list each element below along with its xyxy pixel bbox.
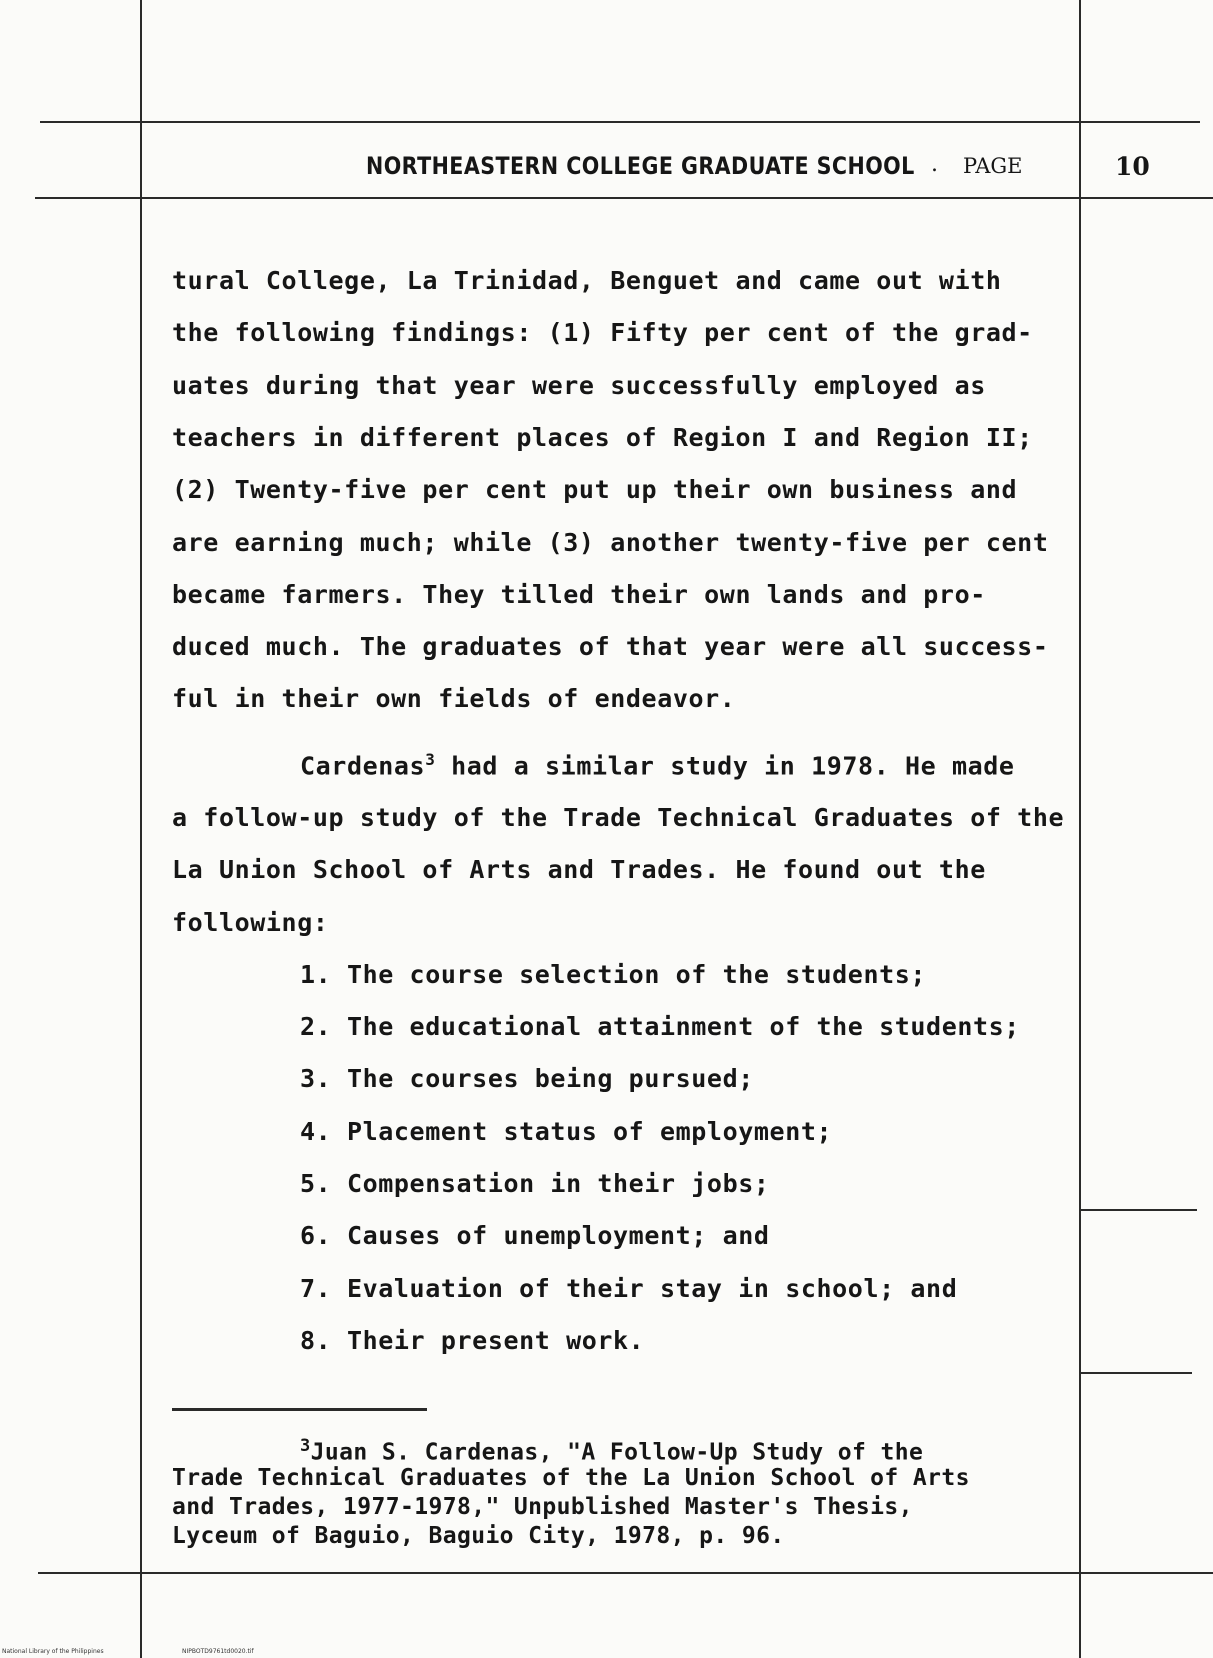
paragraph2-line: La Union School of Arts and Trades. He found out the (172, 855, 986, 884)
cited-author: Cardenas (300, 751, 426, 781)
paragraph1-line: teachers in different places of Region I and Region II; (172, 423, 1033, 452)
footnote-reference: 3 (425, 750, 436, 769)
paragraph1-line: tural College, La Trinidad, Benguet and came out with (172, 266, 1002, 295)
paragraph1-line: the following findings: (1) Fifty per cent of the grad- (172, 318, 1033, 347)
paragraph1-line: uates during that year were successfully employed as (172, 371, 986, 400)
list-item: 5. Compensation in their jobs; (300, 1169, 770, 1198)
page-number: 10 (1115, 152, 1150, 181)
footnote-line: Lyceum of Baguio, Baguio City, 1978, p. 96. (172, 1523, 785, 1549)
list-item: 7. Evaluation of their stay in school; and (300, 1274, 958, 1303)
bottom-rule (38, 1572, 1213, 1574)
list-item: 8. Their present work. (300, 1326, 645, 1355)
paragraph2-first-line (300, 750, 1015, 780)
list-item: 3. The courses being pursued; (300, 1064, 754, 1093)
footnote-separator (172, 1408, 427, 1411)
header-dot: . (931, 152, 938, 177)
paragraph1-line: became farmers. They tilled their own lands and pro- (172, 580, 986, 609)
footnote-first-line (300, 1436, 923, 1466)
school-name-header: NORTHEASTERN COLLEGE GRADUATE SCHOOL (366, 152, 915, 180)
header-top-rule (40, 121, 1200, 123)
footnote-number: 3 (300, 1436, 311, 1456)
right-margin-tick-2 (1079, 1372, 1192, 1374)
right-margin-rule (1079, 0, 1081, 1658)
list-item: 4. Placement status of employment; (300, 1117, 833, 1146)
paragraph2-line: following: (172, 908, 329, 937)
library-credit: National Library of the Philippines (2, 1648, 104, 1655)
page-label: PAGE (963, 154, 1023, 178)
paragraph1-line: are earning much; while (3) another twenty-five per cent (172, 528, 1049, 557)
right-margin-tick-1 (1079, 1209, 1197, 1211)
paragraph1-line: (2) Twenty-five per cent put up their own business and (172, 475, 1018, 504)
footnote-line: Trade Technical Graduates of the La Union School of Arts (172, 1465, 970, 1491)
list-item: 6. Causes of unemployment; and (300, 1221, 770, 1250)
left-margin-rule (140, 0, 142, 1658)
paragraph1-line: duced much. The graduates of that year were all success- (172, 632, 1049, 661)
paragraph2-line: a follow-up study of the Trade Technical Graduates of the (172, 803, 1065, 832)
file-id: NIPBOTD9761td0020.tif (182, 1648, 254, 1655)
list-item: 2. The educational attainment of the students; (300, 1012, 1020, 1041)
list-item: 1. The course selection of the students; (300, 960, 927, 989)
footnote-line: and Trades, 1977-1978," Unpublished Master's Thesis, (172, 1494, 913, 1520)
header-bottom-rule (35, 197, 1213, 199)
paragraph2-text: had a similar study in 1978. He made (435, 751, 1015, 781)
footnote-text: Juan S. Cardenas, "A Follow-Up Study of the (310, 1439, 924, 1466)
paragraph1-line: ful in their own fields of endeavor. (172, 684, 736, 713)
